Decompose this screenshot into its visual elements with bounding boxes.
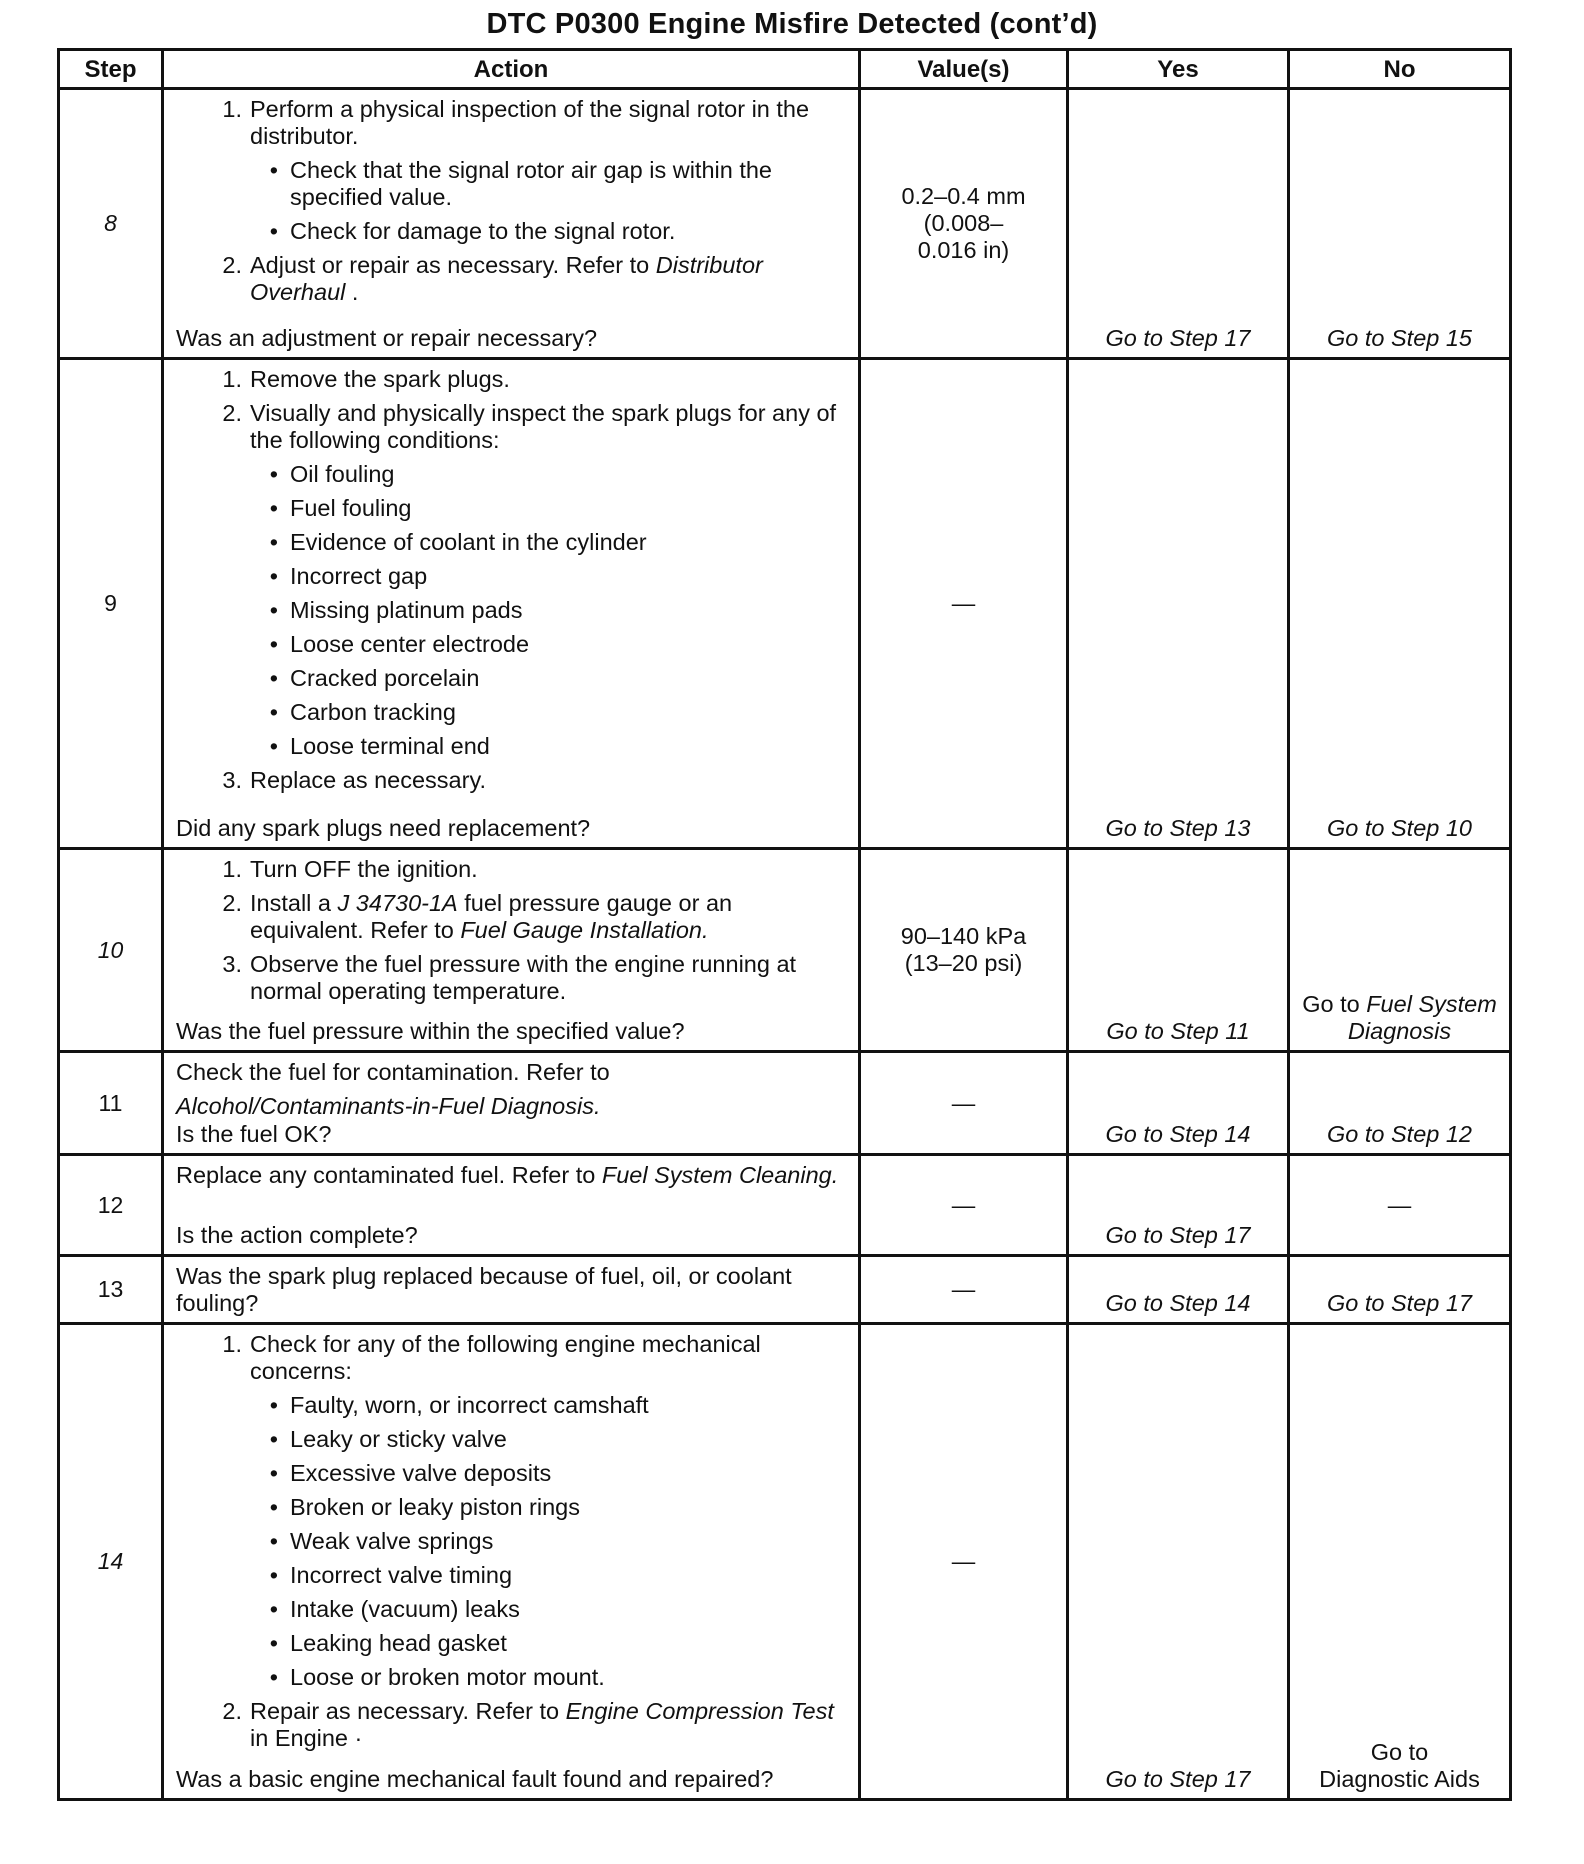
value-line: (0.008– [923,210,1004,236]
question-text: Was an adjustment or repair necessary? [176,325,598,351]
action-item: Install a [250,890,338,916]
question-text: Is the action complete? [176,1222,418,1248]
value-line: 0.016 in) [917,237,1010,263]
step-number: 12 [59,1155,163,1256]
action-cell: 1. Check for any of the following engine mechanical concerns: • Faulty, worn, or incorrect camshaft • Leaky or sticky valve • Excessive valve deposits • Broken or leaky piston rings • Weak valve springs • Incorrect valve timing • Intake (vacuum) leaks • Leaking head gasket • Loose or broken motor mount. 2. Repair as necessary. Refer to Engine Compression Test in Engine · Was a basic engine mechanical fault found and repaired? [163,1324,860,1800]
reference-link: Fuel System Diagnosis [1347,991,1497,1044]
condition-bullet: Cracked porcelain [290,665,480,691]
header-step: Step [59,50,163,89]
no-cell: — [1289,1155,1511,1256]
value-cell: — [860,1324,1068,1800]
action-bullet: Check that the signal rotor air gap is within the specified value. [290,157,773,210]
reference-link: Alcohol/Contaminants-in-Fuel Diagnosis. [176,1093,601,1119]
tool-number: J 34730-1A [337,890,458,916]
yes-cell: Go to Step 14 [1068,1052,1289,1155]
concern-bullet: Incorrect valve timing [290,1562,513,1588]
value-line: (13–20 psi) [904,950,1023,976]
question-text: Was a basic engine mechanical fault found and repaired? [176,1766,774,1792]
yes-cell: Go to Step 11 [1068,849,1289,1052]
action-item-mid: fuel pressure gauge or an equivalent. Refer to [250,890,733,943]
action-item: Repair as necessary. Refer to [250,1698,566,1724]
value-cell: — [860,359,1068,849]
condition-bullet: Fuel fouling [290,495,412,521]
value-cell: — [860,1052,1068,1155]
no-cell [1289,849,1511,1052]
question-text: Was the spark plug replaced because of fuel, oil, or coolant fouling? [176,1263,792,1316]
no-cell: Go to Step 10 [1289,359,1511,849]
no-cell: Go to Step 17 [1289,1256,1511,1324]
action-item: Remove the spark plugs. [250,366,510,392]
value-line: 90–140 kPa [900,923,1027,949]
action-text: Replace any contaminated fuel. Refer to [176,1162,602,1188]
step-number: 14 [59,1324,163,1800]
yes-cell: Go to Step 14 [1068,1256,1289,1324]
condition-bullet: Incorrect gap [290,563,428,589]
action-text: Check the fuel for contamination. Refer to [176,1059,610,1085]
value-cell [860,89,1068,359]
step-number: 10 [59,849,163,1052]
action-cell [163,1155,860,1256]
action-cell [163,1256,860,1324]
concern-bullet: Faulty, worn, or incorrect camshaft [290,1392,649,1418]
yes-cell: Go to Step 13 [1068,359,1289,849]
action-item-suffix: . [345,279,359,305]
action-item: Check for any of the following engine mechanical concerns: [250,1331,761,1384]
header-row [59,50,1511,89]
concern-bullet: Leaky or sticky valve [290,1426,507,1452]
step-number: 13 [59,1256,163,1324]
value-cell: — [860,1155,1068,1256]
yes-cell: Go to Step 17 [1068,1155,1289,1256]
value-cell: — [860,1256,1068,1324]
table-row-step-14 [59,1324,1511,1800]
header-action: Action [163,50,860,89]
step-number: 11 [59,1052,163,1155]
table-row-step-13 [59,1256,1511,1324]
reference-link: Fuel System Cleaning. [601,1162,839,1188]
action-item: Replace as necessary. [250,767,486,793]
action-bullet: Check for damage to the signal rotor. [290,218,676,244]
reference-link: Engine Compression Test [565,1698,834,1724]
value-line: 0.2–0.4 mm [901,183,1026,209]
condition-bullet: Carbon tracking [290,699,456,725]
condition-bullet: Missing platinum pads [290,597,523,623]
table-row-step-8 [59,89,1511,359]
no-line: Go to [1370,1739,1429,1765]
concern-bullet: Intake (vacuum) leaks [290,1596,520,1622]
question-text: Is the fuel OK? [176,1121,332,1147]
condition-bullet: Evidence of coolant in the cylinder [290,529,647,555]
no-cell [1289,1324,1511,1800]
action-item: Visually and physically inspect the spark plugs for any of the following conditions: [250,400,837,453]
concern-bullet: Leaking head gasket [290,1630,507,1656]
table-row-step-9 [59,359,1511,849]
question-text: Did any spark plugs need replacement? [176,815,591,841]
page-title: DTC P0300 Engine Misfire Detected (cont’d) [486,8,1098,40]
table-row-step-10 [59,849,1511,1052]
action-cell: 1. Remove the spark plugs. 2. Visually and physically inspect the spark plugs for any of the following conditions: • Oil fouling • Fuel fouling • Evidence of coolant in the cylinder • Incorrect gap • Missing platinum pads • Loose center electrode • Cracked porcelain • Carbon tracking • Loose terminal end 3. Replace as necessary. Did any spark plugs need replacement? [163,359,860,849]
action-cell: 1. Turn OFF the ignition. 2. Install a J 34730-1A fuel pressure gauge or an equivalent. Refer to Fuel Gauge Installation. 3. Observe the fuel pressure with the engine running at normal operating temperature. Was the fuel pressure within the specified value? [163,849,860,1052]
condition-bullet: Loose terminal end [290,733,490,759]
action-item-suffix: in Engine · [250,1725,363,1751]
concern-bullet: Loose or broken motor mount. [290,1664,605,1690]
action-item: Turn OFF the ignition. [250,856,478,882]
action-cell [163,1052,860,1155]
no-cell: Go to Step 12 [1289,1052,1511,1155]
concern-bullet: Excessive valve deposits [290,1460,552,1486]
no-prefix: Go to [1302,991,1367,1017]
no-line: Diagnostic Aids [1319,1766,1480,1792]
question-text: Was the fuel pressure within the specified value? [176,1018,685,1044]
value-cell [860,849,1068,1052]
condition-bullet: Loose center electrode [290,631,530,657]
header-values: Value(s) [860,50,1068,89]
reference-link: Distributor Overhaul [250,252,763,305]
action-cell: 1. Perform a physical inspection of the signal rotor in the distributor. • Check that the signal rotor air gap is within the specified value. • Check for damage to the signal rotor. 2. Adjust or repair as necessary. Refer to Distributor Overhaul . Was an adjustment or repair necessary? [163,89,860,359]
concern-bullet: Broken or leaky piston rings [290,1494,580,1520]
yes-cell: Go to Step 17 [1068,1324,1289,1800]
step-number: 9 [59,359,163,849]
header-yes: Yes [1068,50,1289,89]
yes-cell: Go to Step 17 [1068,89,1289,359]
step-number: 8 [59,89,163,359]
diagnostic-table [57,48,1512,1801]
action-item: Perform a physical inspection of the signal rotor in the distributor. [250,96,810,149]
table-row-step-11 [59,1052,1511,1155]
header-no: No [1289,50,1511,89]
no-cell: Go to Step 15 [1289,89,1511,359]
reference-link: Fuel Gauge Installation. [460,917,709,943]
action-item: Adjust or repair as necessary. Refer to [250,252,656,278]
condition-bullet: Oil fouling [290,461,395,487]
action-item: Observe the fuel pressure with the engine running at normal operating temperature. [250,951,797,1004]
concern-bullet: Weak valve springs [290,1528,494,1554]
table-row-step-12 [59,1155,1511,1256]
